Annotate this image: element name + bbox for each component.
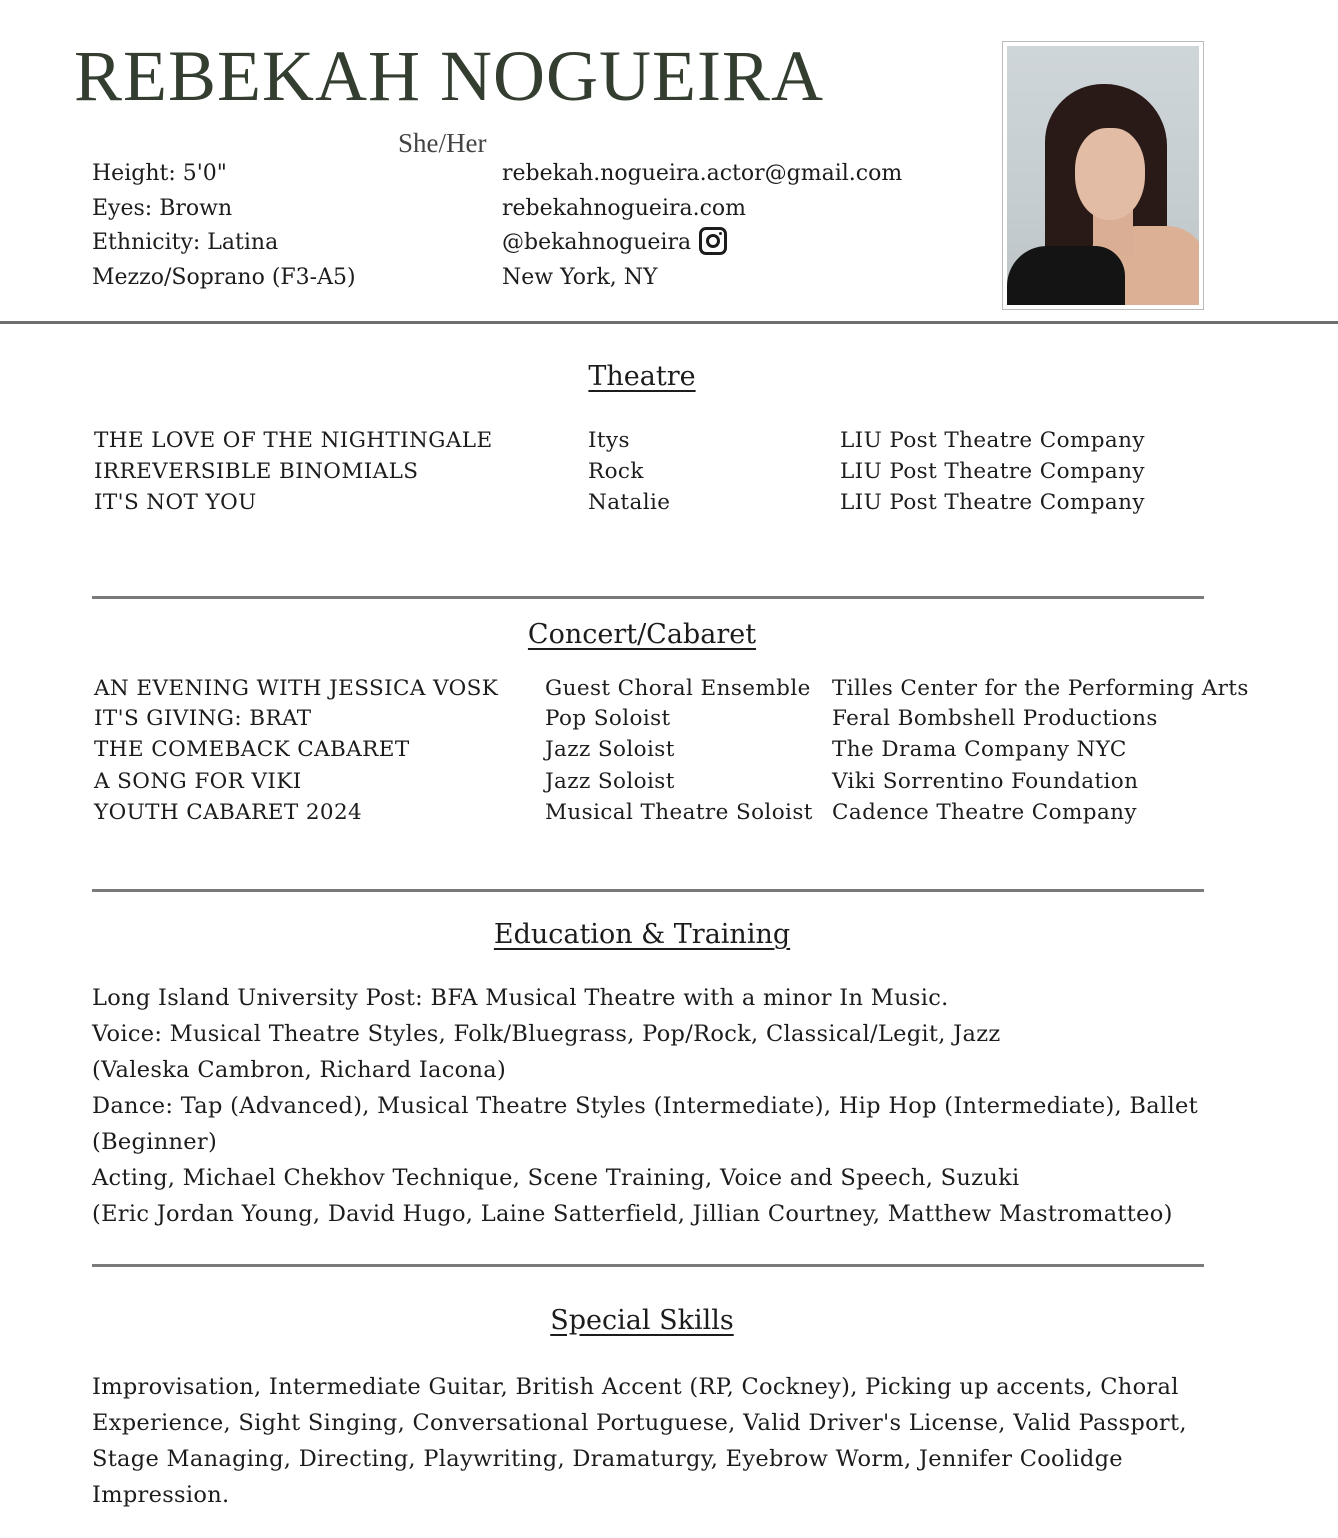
concert-company: Viki Sorrentino Foundation <box>832 769 1139 794</box>
theatre-role: Natalie <box>588 490 671 515</box>
photo-face <box>1075 128 1145 220</box>
contact-website[interactable]: rebekahnogueira.com <box>502 195 747 221</box>
concert-show: YOUTH CABARET 2024 <box>94 800 363 825</box>
section-title-theatre: Theatre <box>588 361 696 392</box>
concert-show: A SONG FOR VIKI <box>94 769 302 794</box>
skills-line: Impression. <box>92 1482 230 1508</box>
section-title-education: Education & Training <box>493 919 791 950</box>
concert-company: Cadence Theatre Company <box>832 800 1137 825</box>
theatre-role: Itys <box>588 428 630 453</box>
section-title-skills: Special Skills <box>550 1305 734 1336</box>
stat-ethnicity: Ethnicity: Latina <box>92 230 279 255</box>
actor-name: REBEKAH NOGUEIRA <box>74 36 824 116</box>
contact-email[interactable]: rebekah.nogueira.actor@gmail.com <box>502 161 903 186</box>
concert-company: Feral Bombshell Productions <box>832 706 1158 731</box>
education-line: Voice: Musical Theatre Styles, Folk/Bluegrass, Pop/Rock, Classical/Legit, Jazz <box>92 1021 1001 1047</box>
theatre-company: LIU Post Theatre Company <box>840 459 1145 484</box>
theatre-row <box>94 490 257 515</box>
section-divider <box>92 889 1204 892</box>
education-line: Dance: Tap (Advanced), Musical Theatre Styles (Intermediate), Hip Hop (Intermediate), Ballet <box>92 1093 1198 1119</box>
concert-role: Pop Soloist <box>545 706 671 731</box>
skills-line: Improvisation, Intermediate Guitar, British Accent (RP, Cockney), Picking up accents, Choral <box>92 1374 1179 1400</box>
contact-instagram[interactable] <box>502 226 902 261</box>
education-line: Acting, Michael Chekhov Technique, Scene Training, Voice and Speech, Suzuki <box>92 1165 1020 1191</box>
stat-height: Height: 5'0" <box>92 161 227 186</box>
skills-line: Stage Managing, Directing, Playwriting, Dramaturgy, Eyebrow Worm, Jennifer Coolidge <box>92 1446 1123 1472</box>
theatre-row <box>94 428 493 453</box>
headshot-image <box>1007 46 1199 305</box>
concert-show: THE COMEBACK CABARET <box>94 737 410 762</box>
education-line: Long Island University Post: BFA Musical Theatre with a minor In Music. <box>92 985 949 1011</box>
pronouns: She/Her <box>398 128 487 158</box>
concert-company: Tilles Center for the Performing Arts <box>832 676 1249 701</box>
show-title: IRREVERSIBLE BINOMIALS <box>94 459 419 484</box>
contact-list <box>502 157 902 295</box>
stats-list <box>92 157 356 295</box>
concert-role: Guest Choral Ensemble <box>545 676 811 701</box>
instagram-icon <box>699 227 727 255</box>
education-line: (Beginner) <box>92 1129 218 1155</box>
instagram-handle[interactable]: @bekahnogueira <box>502 230 692 255</box>
headshot-photo <box>1002 41 1204 310</box>
section-divider <box>92 1264 1204 1267</box>
section-title-concert: Concert/Cabaret <box>527 619 757 650</box>
concert-show: IT'S GIVING: BRAT <box>94 706 312 731</box>
theatre-role: Rock <box>588 459 644 484</box>
header-divider <box>0 321 1338 324</box>
theatre-company: LIU Post Theatre Company <box>840 490 1145 515</box>
skills-line: Experience, Sight Singing, Conversational Portuguese, Valid Driver's License, Valid Passport, <box>92 1410 1187 1436</box>
concert-role: Jazz Soloist <box>545 769 675 794</box>
concert-role: Musical Theatre Soloist <box>545 800 813 825</box>
education-list <box>92 980 1198 1232</box>
section-divider <box>92 596 1204 599</box>
concert-role: Jazz Soloist <box>545 737 675 762</box>
skills-list <box>92 1369 1187 1513</box>
stat-eyes: Eyes: Brown <box>92 195 233 221</box>
show-title: THE LOVE OF THE NIGHTINGALE <box>94 428 493 453</box>
concert-show: AN EVENING WITH JESSICA VOSK <box>94 676 499 701</box>
theatre-company: LIU Post Theatre Company <box>840 428 1145 453</box>
contact-location: New York, NY <box>502 264 658 290</box>
theatre-row <box>94 459 418 484</box>
photo-clothing <box>1007 246 1125 305</box>
education-line: (Eric Jordan Young, David Hugo, Laine Satterfield, Jillian Courtney, Matthew Mastromatteo) <box>92 1201 1173 1227</box>
concert-company: The Drama Company NYC <box>832 737 1127 762</box>
show-title: IT'S NOT YOU <box>94 490 257 515</box>
education-line: (Valeska Cambron, Richard Iacona) <box>92 1057 507 1083</box>
stat-voice-range: Mezzo/Soprano (F3-A5) <box>92 264 356 290</box>
